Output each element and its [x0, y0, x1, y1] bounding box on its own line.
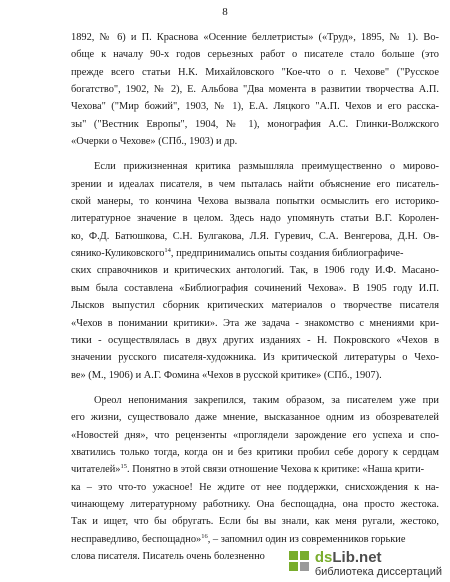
footnote-marker: 15	[120, 463, 128, 471]
brand-lib: Lib.net	[332, 549, 382, 566]
text-line	[71, 531, 439, 548]
paragraph	[71, 392, 439, 565]
text-line: слова писателя. Писатель очень болезненно	[71, 550, 265, 562]
page-number: 8	[222, 6, 228, 18]
text-line: значении русского писателя-художника. Из критической литературы о Чехо-	[71, 352, 439, 364]
text-line: литературное значение в целом. Здесь надо упомянуть статьи В.Г. Королен-	[71, 213, 439, 225]
footnote-marker: 16	[201, 532, 208, 540]
text-fragment: , – запомнил один из современников горькие	[207, 533, 406, 545]
text-line: вым была составлена «Библиография сочинений Чехова». В 1905 году И.П.	[71, 282, 439, 294]
text-line: ских справочников и критических антологий. Так, в 1906 году И.Ф. Масано-	[71, 265, 439, 277]
footnote-marker: 14	[164, 247, 171, 255]
dslib-logo-icon	[288, 550, 312, 574]
text-line: ве» (М., 1906) и А.Г. Фомина «Чехов в русской критике» (СПб., 1907).	[71, 369, 382, 381]
text-line: Если прижизненная критика размышляла преимущественно о мирово-	[94, 161, 439, 173]
text-line: зрении и идеалах писателя, в чем пыталась найти объяснение его писатель-	[71, 178, 439, 190]
text-line: обще к началу 90-х годов серьезных работ о писателе стало больше (это	[71, 49, 439, 61]
watermark-subtitle: библиотека диссертаций	[314, 566, 442, 578]
text-line: богатство", 1902, № 2), Е. Альбова "Два момента в развитии творчества А.П.	[71, 84, 439, 96]
paragraph	[71, 29, 439, 150]
brand-ds: ds	[314, 549, 333, 566]
text-fragment: читателей»	[71, 464, 121, 476]
text-line: Так и ищет, что бы обругать. Если бы вы знали, как меня ругали, жестоко,	[71, 516, 439, 528]
text-line: зы" ("Вестник Европы", 1904, № 1), монография А.С. Глинки-Волжского	[71, 118, 439, 130]
text-line: «Очерки о Чехове» (СПб., 1903) и др.	[71, 136, 238, 148]
text-line: чинающему литературному работнику. Она беспощадна, она просто жестока.	[71, 498, 439, 510]
text-line	[71, 245, 439, 262]
text-line: хватились только тогда, когда он и без критики пробил себе дорогу к сердцам	[71, 446, 439, 458]
text-line: тики - осуществлялась в двух других изданиях - Н. Покровского «Чехов в	[71, 334, 439, 346]
text-line: Чехова" ("Мир божий", 1903, № 1), Е.А. Ляцкого "А.П. Чехов и его расска-	[71, 101, 439, 113]
document-body	[71, 29, 439, 565]
text-line: Ореол непонимания закрепился, таким образом, за писателем уже при	[94, 394, 439, 406]
text-fragment: сянико-Куликовского	[71, 248, 165, 260]
text-line: ко, Ф.Д. Батюшкова, С.Н. Булгакова, Л.Я. Гуревич, С.А. Венгерова, Д.Н. Ов-	[71, 230, 439, 242]
text-fragment: , предпринимались опыты создания библиографиче-	[170, 248, 404, 260]
text-line: ка – это что-то ужасное! Не ждите от нее поддержки, снисхождения к на-	[71, 481, 439, 493]
text-fragment: . Понятно в этой связи отношение Чехова к критике: «Наша крити-	[127, 464, 425, 476]
text-line: «Чехов в понимании критики». Эта же задача - знакомство с мнениями кри-	[71, 317, 439, 329]
dslib-watermark	[288, 550, 442, 578]
text-line: ской манеры, то кончина Чехова вызвала попытки осмыслить его историко-	[71, 196, 439, 208]
text-line: прежде всего статьи Н.К. Михайловского "Кое-что о г. Чехове" ("Русское	[71, 66, 439, 78]
text-line	[71, 461, 439, 478]
text-line: 1892, № 6) и П. Краснова «Осенние беллетристы» («Труд», 1895, № 1). Во-	[71, 32, 439, 43]
text-line: «Новостей дня», что рецензенты «проглядели зарождение его успеха и спо-	[71, 429, 439, 441]
text-fragment: несправедливо, беспощадно»	[71, 533, 202, 545]
paragraph	[71, 158, 439, 383]
text-line: его жизни, существовало даже мнение, высказанное одним из обозревателей	[71, 412, 439, 424]
watermark-text	[315, 550, 442, 578]
text-line: Лысков выпустил сборник критических материалов о творчестве писателя	[71, 300, 439, 312]
watermark-brand	[315, 550, 442, 566]
